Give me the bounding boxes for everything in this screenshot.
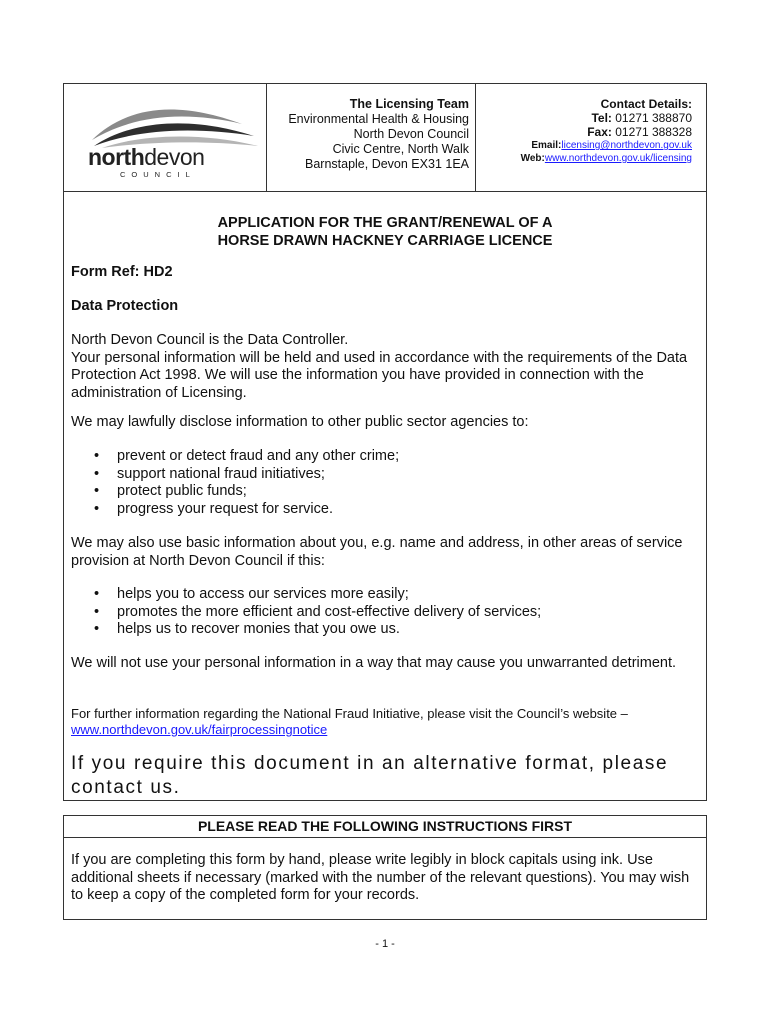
tel-value: 01271 388870 [615, 111, 692, 125]
logo-council-text: COUNCIL [120, 170, 196, 179]
contact-block [476, 84, 706, 192]
address-line: North Devon Council [353, 127, 469, 141]
web-link[interactable]: www.northdevon.gov.uk/licensing [544, 153, 692, 164]
email-line [476, 139, 692, 152]
list-item: • promotes the more efficient and cost-effective delivery of services; [94, 604, 694, 622]
title-line-1: APPLICATION FOR THE GRANT/RENEWAL OF A [217, 215, 553, 231]
fax-line [476, 125, 692, 139]
fair-processing-link[interactable]: www.northdevon.gov.uk/fairprocessingnotice [71, 722, 328, 737]
fax-value: 01271 388328 [615, 125, 692, 139]
basic-info-bullets [94, 586, 694, 639]
instructions-box [63, 815, 707, 920]
web-label: Web: [520, 153, 545, 164]
title-line-2: HORSE DRAWN HACKNEY CARRIAGE LICENCE [217, 233, 553, 249]
email-link[interactable]: licensing@northdevon.gov.uk [561, 140, 692, 151]
data-protection-heading: Data Protection [71, 298, 179, 314]
fax-label: Fax: [587, 125, 612, 139]
data-controller-text [71, 332, 696, 402]
application-form-frame [63, 83, 707, 801]
instructions-text: If you are completing this form by hand, please write legibly in block capitals using ink. Use additional sheets if necessary (marked with the number of the relevant questions). You may wish to keep a copy of the completed form for your records. [71, 852, 690, 903]
list-item: • helps us to recover monies that you owe us. [94, 621, 694, 639]
address-line: Environmental Health & Housing [288, 112, 469, 126]
licensing-team-label: The Licensing Team [349, 97, 469, 111]
address-block [267, 84, 476, 192]
list-item: • support national fraud initiatives; [94, 466, 694, 484]
disclose-bullets [94, 448, 694, 518]
tel-line [476, 111, 692, 125]
form-ref: Form Ref: HD2 [71, 264, 173, 280]
logo-waves-icon [72, 98, 262, 150]
list-item: • progress your request for service. [94, 501, 694, 519]
web-line [476, 152, 692, 165]
paragraph: We will not use your personal information in a way that may cause you unwarranted detriment. [71, 655, 677, 671]
paragraph: We may also use basic information about you, e.g. name and address, in other areas of service provision at North Devon Council if this: [71, 535, 683, 569]
form-title [64, 214, 706, 250]
address-line: Barnstaple, Devon EX31 1EA [305, 157, 469, 171]
council-logo [64, 84, 267, 192]
contact-heading: Contact Details: [600, 97, 692, 111]
alternative-format-notice: If you require this document in an alternative format, please contact us. [71, 753, 669, 798]
email-label: Email: [531, 140, 562, 151]
logo-wordmark [88, 144, 204, 171]
address-line: Civic Centre, North Walk [332, 142, 469, 156]
list-item: • protect public funds; [94, 483, 694, 501]
list-item: • helps you to access our services more easily; [94, 586, 694, 604]
page-number: - 1 - [375, 938, 395, 950]
header-row [64, 84, 706, 192]
list-item: • prevent or detect fraud and any other crime; [94, 448, 694, 466]
paragraph: Your personal information will be held and used in accordance with the requirements of the Data Protection Act 1998. We will use the information you have provided in connection with the administration of Licensing. [71, 349, 688, 401]
paragraph: For further information regarding the National Fraud Initiative, please visit the Council’s website – [71, 706, 628, 721]
paragraph: We may lawfully disclose information to other public sector agencies to: [71, 414, 529, 430]
tel-label: Tel: [591, 111, 612, 125]
fraud-initiative-text [71, 706, 696, 738]
logo-devon-text: devon [144, 144, 205, 170]
instructions-heading: PLEASE READ THE FOLLOWING INSTRUCTIONS FIRST [64, 816, 706, 838]
logo-north-text: north [88, 144, 145, 170]
paragraph: North Devon Council is the Data Controller. [71, 332, 349, 348]
